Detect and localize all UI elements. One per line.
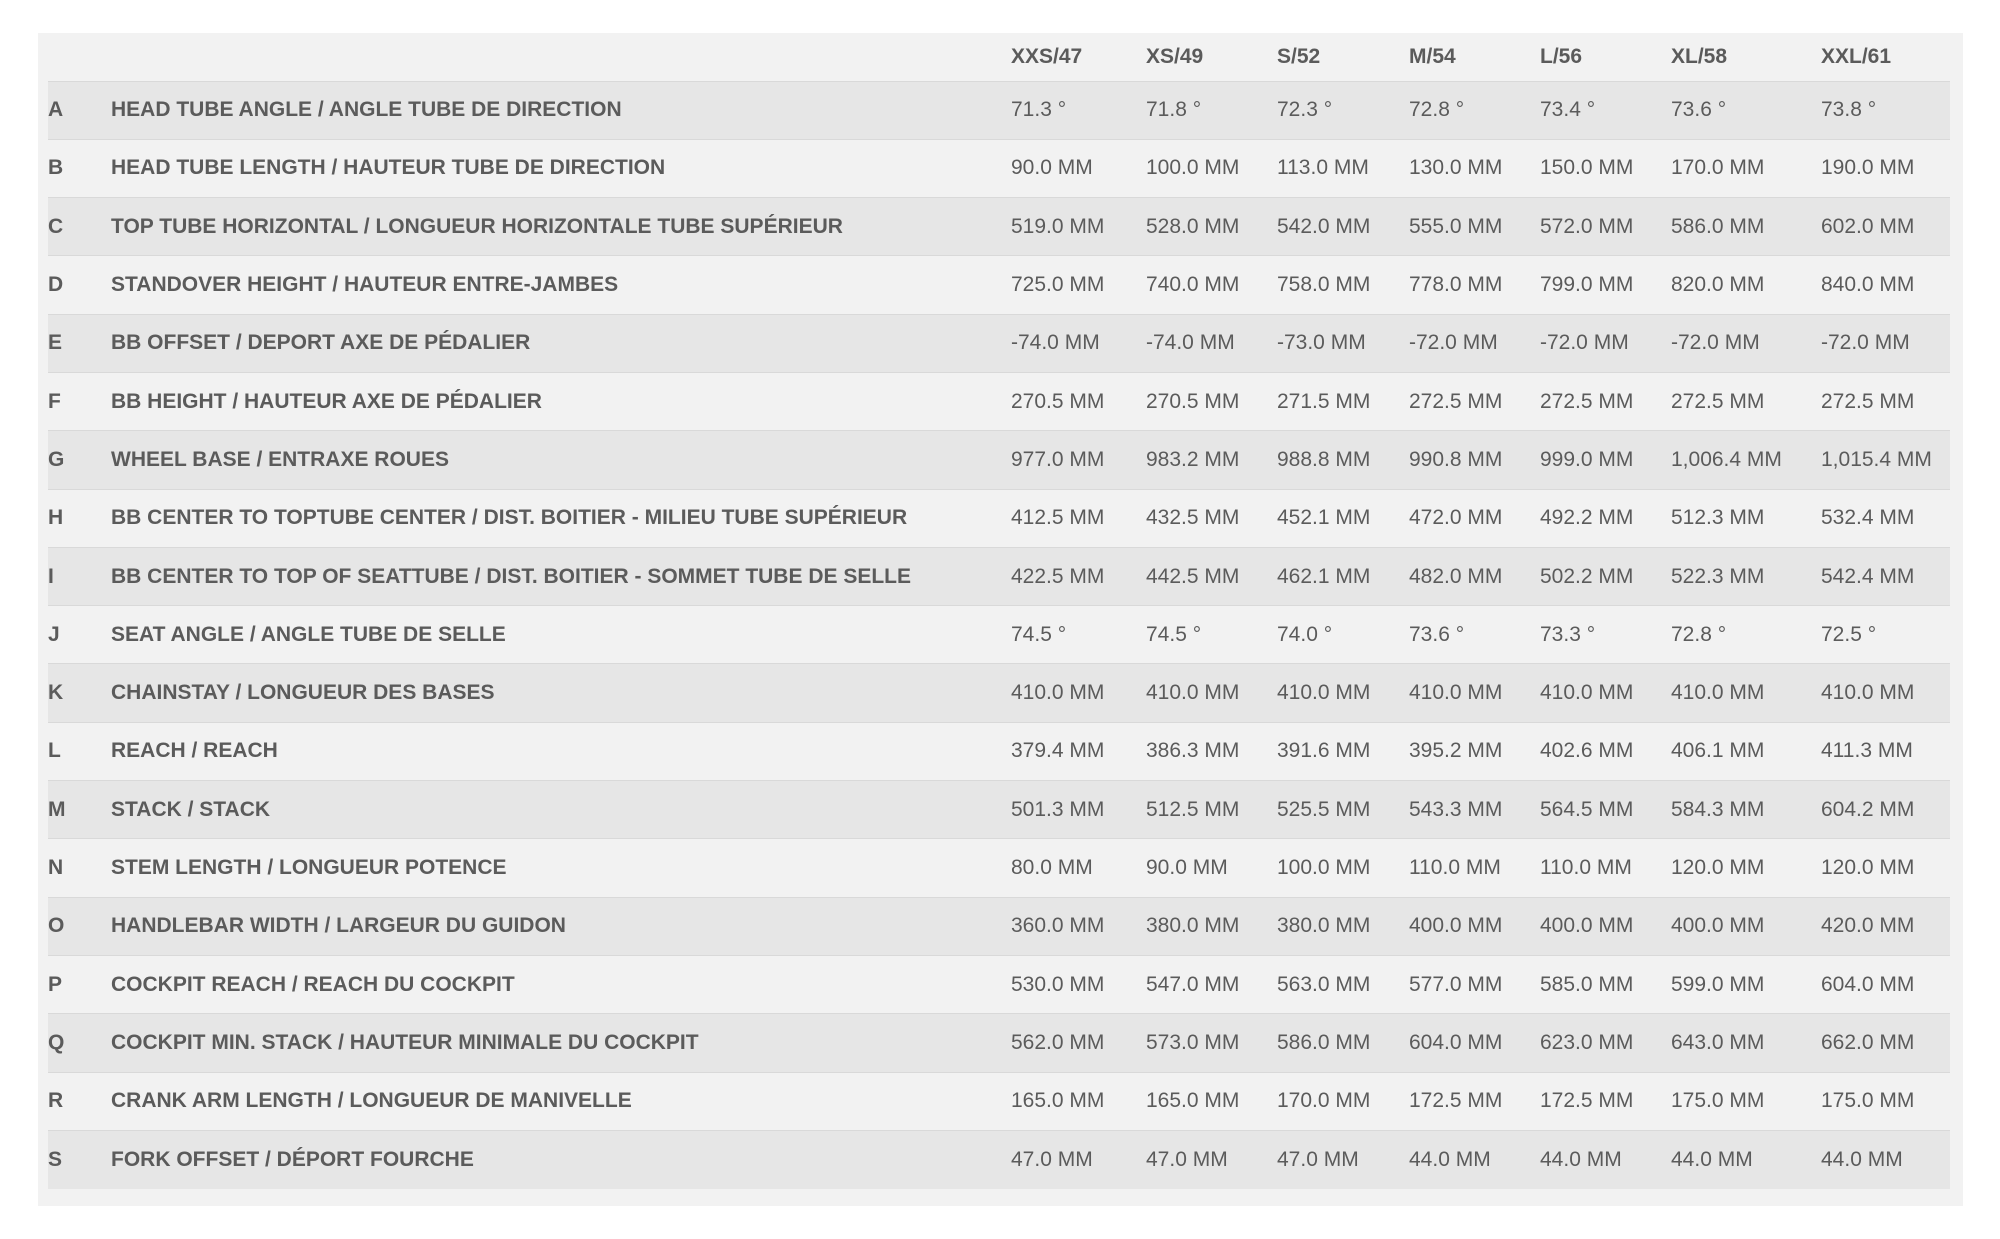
table-cell: 44.0 MM	[1540, 1130, 1671, 1188]
table-cell: 512.3 MM	[1671, 489, 1821, 547]
table-cell: 512.5 MM	[1146, 781, 1277, 839]
table-cell: 400.0 MM	[1671, 897, 1821, 955]
row-label: FORK OFFSET / DÉPORT FOURCHE	[111, 1130, 1011, 1188]
table-cell: 547.0 MM	[1146, 955, 1277, 1013]
table-cell: 532.4 MM	[1821, 489, 1950, 547]
row-letter: E	[48, 314, 111, 372]
table-row	[48, 955, 1950, 1013]
table-cell: -72.0 MM	[1540, 314, 1671, 372]
row-letter: J	[48, 606, 111, 664]
table-cell: 72.5 °	[1821, 606, 1950, 664]
table-cell: 47.0 MM	[1277, 1130, 1409, 1188]
table-cell: 586.0 MM	[1671, 198, 1821, 256]
table-cell: 44.0 MM	[1821, 1130, 1950, 1188]
table-cell: 270.5 MM	[1011, 372, 1146, 430]
table-cell: 380.0 MM	[1277, 897, 1409, 955]
table-cell: 47.0 MM	[1011, 1130, 1146, 1188]
table-cell: 522.3 MM	[1671, 547, 1821, 605]
column-header: L/56	[1540, 44, 1583, 68]
row-label: COCKPIT REACH / REACH DU COCKPIT	[111, 955, 1011, 1013]
table-cell: 73.6 °	[1409, 606, 1540, 664]
table-cell: 999.0 MM	[1540, 431, 1671, 489]
table-cell: 73.3 °	[1540, 606, 1671, 664]
table-cell: 420.0 MM	[1821, 897, 1950, 955]
table-cell: 410.0 MM	[1409, 664, 1540, 722]
table-cell: 604.2 MM	[1821, 781, 1950, 839]
row-label: CHAINSTAY / LONGUEUR DES BASES	[111, 664, 1011, 722]
table-cell: 272.5 MM	[1540, 372, 1671, 430]
table-cell: 778.0 MM	[1409, 256, 1540, 314]
row-letter: B	[48, 139, 111, 197]
table-cell: 543.3 MM	[1409, 781, 1540, 839]
table-cell: 542.0 MM	[1277, 198, 1409, 256]
table-row	[48, 1072, 1950, 1130]
table-cell: 586.0 MM	[1277, 1014, 1409, 1072]
table-cell: -74.0 MM	[1011, 314, 1146, 372]
table-cell: 555.0 MM	[1409, 198, 1540, 256]
header-row	[48, 33, 1950, 81]
table-cell: 1,006.4 MM	[1671, 431, 1821, 489]
row-label: STANDOVER HEIGHT / HAUTEUR ENTRE-JAMBES	[111, 256, 1011, 314]
table-cell: 72.8 °	[1409, 81, 1540, 139]
table-cell: 411.3 MM	[1821, 722, 1950, 780]
row-letter: P	[48, 955, 111, 1013]
table-cell: 462.1 MM	[1277, 547, 1409, 605]
row-label: TOP TUBE HORIZONTAL / LONGUEUR HORIZONTALE TUBE SUPÉRIEUR	[111, 198, 1011, 256]
table-cell: 725.0 MM	[1011, 256, 1146, 314]
table-cell: 150.0 MM	[1540, 139, 1671, 197]
table-cell: 623.0 MM	[1540, 1014, 1671, 1072]
table-cell: 272.5 MM	[1671, 372, 1821, 430]
table-row	[48, 1014, 1950, 1072]
row-letter: L	[48, 722, 111, 780]
table-cell: 562.0 MM	[1011, 1014, 1146, 1072]
column-header: XL/58	[1671, 44, 1728, 68]
column-header: XXL/61	[1821, 44, 1892, 68]
table-cell: 410.0 MM	[1821, 664, 1950, 722]
table-row	[48, 139, 1950, 197]
table-cell: 379.4 MM	[1011, 722, 1146, 780]
row-letter: R	[48, 1072, 111, 1130]
table-cell: 44.0 MM	[1671, 1130, 1821, 1188]
table-cell: 472.0 MM	[1409, 489, 1540, 547]
table-cell: 530.0 MM	[1011, 955, 1146, 1013]
row-letter: I	[48, 547, 111, 605]
table-cell: 386.3 MM	[1146, 722, 1277, 780]
table-cell: 602.0 MM	[1821, 198, 1950, 256]
row-label: COCKPIT MIN. STACK / HAUTEUR MINIMALE DU COCKPIT	[111, 1014, 1011, 1072]
table-cell: -72.0 MM	[1409, 314, 1540, 372]
row-label: STEM LENGTH / LONGUEUR POTENCE	[111, 839, 1011, 897]
table-cell: 599.0 MM	[1671, 955, 1821, 1013]
table-cell: 482.0 MM	[1409, 547, 1540, 605]
table-cell: 577.0 MM	[1409, 955, 1540, 1013]
table-cell: 604.0 MM	[1821, 955, 1950, 1013]
table-cell: 71.8 °	[1146, 81, 1277, 139]
row-label: BB HEIGHT / HAUTEUR AXE DE PÉDALIER	[111, 372, 1011, 430]
column-header: S/52	[1277, 44, 1321, 68]
table-cell: 113.0 MM	[1277, 139, 1409, 197]
header-label	[111, 33, 1011, 81]
row-label: REACH / REACH	[111, 722, 1011, 780]
table-row	[48, 547, 1950, 605]
table-cell: 400.0 MM	[1540, 897, 1671, 955]
table-cell: 272.5 MM	[1821, 372, 1950, 430]
table-cell: 410.0 MM	[1146, 664, 1277, 722]
table-cell: 73.4 °	[1540, 81, 1671, 139]
table-cell: 71.3 °	[1011, 81, 1146, 139]
table-cell: 74.5 °	[1146, 606, 1277, 664]
table-cell: 170.0 MM	[1277, 1072, 1409, 1130]
row-letter: H	[48, 489, 111, 547]
table-cell: 406.1 MM	[1671, 722, 1821, 780]
row-label: HEAD TUBE LENGTH / HAUTEUR TUBE DE DIRECTION	[111, 139, 1011, 197]
table-cell: 758.0 MM	[1277, 256, 1409, 314]
row-label: BB CENTER TO TOP OF SEATTUBE / DIST. BOITIER - SOMMET TUBE DE SELLE	[111, 547, 1011, 605]
table-row	[48, 314, 1950, 372]
table-cell: 175.0 MM	[1821, 1072, 1950, 1130]
table-cell: 74.5 °	[1011, 606, 1146, 664]
geometry-table	[48, 33, 1950, 1189]
table-row	[48, 198, 1950, 256]
table-cell: 47.0 MM	[1146, 1130, 1277, 1188]
table-cell: 492.2 MM	[1540, 489, 1671, 547]
table-cell: 100.0 MM	[1146, 139, 1277, 197]
header-letter	[48, 33, 111, 81]
row-label: HEAD TUBE ANGLE / ANGLE TUBE DE DIRECTION	[111, 81, 1011, 139]
table-cell: 44.0 MM	[1409, 1130, 1540, 1188]
row-letter: S	[48, 1130, 111, 1188]
table-cell: 395.2 MM	[1409, 722, 1540, 780]
table-cell: 271.5 MM	[1277, 372, 1409, 430]
table-cell: 572.0 MM	[1540, 198, 1671, 256]
table-cell: 584.3 MM	[1671, 781, 1821, 839]
column-header: XXS/47	[1011, 44, 1083, 68]
table-cell: 165.0 MM	[1011, 1072, 1146, 1130]
row-letter: N	[48, 839, 111, 897]
table-cell: -74.0 MM	[1146, 314, 1277, 372]
table-cell: 573.0 MM	[1146, 1014, 1277, 1072]
table-cell: 977.0 MM	[1011, 431, 1146, 489]
row-letter: D	[48, 256, 111, 314]
row-letter: G	[48, 431, 111, 489]
table-cell: 410.0 MM	[1277, 664, 1409, 722]
column-header: M/54	[1409, 44, 1456, 68]
row-label: STACK / STACK	[111, 781, 1011, 839]
table-cell: 190.0 MM	[1821, 139, 1950, 197]
table-cell: 563.0 MM	[1277, 955, 1409, 1013]
row-letter: Q	[48, 1014, 111, 1072]
row-label: CRANK ARM LENGTH / LONGUEUR DE MANIVELLE	[111, 1072, 1011, 1130]
table-row	[48, 897, 1950, 955]
table-row	[48, 1130, 1950, 1188]
table-cell: 72.8 °	[1671, 606, 1821, 664]
table-cell: 988.8 MM	[1277, 431, 1409, 489]
table-cell: 74.0 °	[1277, 606, 1409, 664]
row-label: SEAT ANGLE / ANGLE TUBE DE SELLE	[111, 606, 1011, 664]
table-row	[48, 781, 1950, 839]
table-cell: 172.5 MM	[1540, 1072, 1671, 1130]
table-cell: 442.5 MM	[1146, 547, 1277, 605]
table-row	[48, 839, 1950, 897]
row-label: BB CENTER TO TOPTUBE CENTER / DIST. BOITIER - MILIEU TUBE SUPÉRIEUR	[111, 489, 1011, 547]
column-header: XS/49	[1146, 44, 1204, 68]
row-label: WHEEL BASE / ENTRAXE ROUES	[111, 431, 1011, 489]
table-cell: 643.0 MM	[1671, 1014, 1821, 1072]
table-cell: 990.8 MM	[1409, 431, 1540, 489]
table-cell: 73.8 °	[1821, 81, 1950, 139]
table-cell: 170.0 MM	[1671, 139, 1821, 197]
table-cell: 983.2 MM	[1146, 431, 1277, 489]
table-cell: 120.0 MM	[1671, 839, 1821, 897]
table-cell: 820.0 MM	[1671, 256, 1821, 314]
table-row	[48, 606, 1950, 664]
table-cell: 542.4 MM	[1821, 547, 1950, 605]
table-row	[48, 81, 1950, 139]
table-cell: 422.5 MM	[1011, 547, 1146, 605]
table-cell: 175.0 MM	[1671, 1072, 1821, 1130]
table-cell: 501.3 MM	[1011, 781, 1146, 839]
table-cell: 400.0 MM	[1409, 897, 1540, 955]
table-cell: 80.0 MM	[1011, 839, 1146, 897]
table-row	[48, 256, 1950, 314]
table-cell: 519.0 MM	[1011, 198, 1146, 256]
table-cell: 525.5 MM	[1277, 781, 1409, 839]
table-cell: 410.0 MM	[1671, 664, 1821, 722]
row-letter: C	[48, 198, 111, 256]
table-cell: 72.3 °	[1277, 81, 1409, 139]
table-cell: 110.0 MM	[1540, 839, 1671, 897]
table-cell: 272.5 MM	[1409, 372, 1540, 430]
table-cell: 120.0 MM	[1821, 839, 1950, 897]
table-cell: 410.0 MM	[1540, 664, 1671, 722]
table-cell: 452.1 MM	[1277, 489, 1409, 547]
table-cell: 391.6 MM	[1277, 722, 1409, 780]
table-cell: 410.0 MM	[1011, 664, 1146, 722]
table-body	[48, 81, 1950, 1189]
table-cell: 100.0 MM	[1277, 839, 1409, 897]
table-cell: 90.0 MM	[1011, 139, 1146, 197]
table-cell: -72.0 MM	[1821, 314, 1950, 372]
table-row	[48, 489, 1950, 547]
table-row	[48, 664, 1950, 722]
table-cell: 172.5 MM	[1409, 1072, 1540, 1130]
table-cell: 380.0 MM	[1146, 897, 1277, 955]
row-letter: A	[48, 81, 111, 139]
table-cell: 604.0 MM	[1409, 1014, 1540, 1072]
table-cell: 528.0 MM	[1146, 198, 1277, 256]
table-cell: 360.0 MM	[1011, 897, 1146, 955]
table-cell: 412.5 MM	[1011, 489, 1146, 547]
row-letter: K	[48, 664, 111, 722]
table-cell: 564.5 MM	[1540, 781, 1671, 839]
row-label: HANDLEBAR WIDTH / LARGEUR DU GUIDON	[111, 897, 1011, 955]
table-cell: -73.0 MM	[1277, 314, 1409, 372]
table-cell: -72.0 MM	[1671, 314, 1821, 372]
table-cell: 165.0 MM	[1146, 1072, 1277, 1130]
table-cell: 90.0 MM	[1146, 839, 1277, 897]
table-cell: 402.6 MM	[1540, 722, 1671, 780]
table-cell: 502.2 MM	[1540, 547, 1671, 605]
table-cell: 73.6 °	[1671, 81, 1821, 139]
row-letter: M	[48, 781, 111, 839]
table-cell: 110.0 MM	[1409, 839, 1540, 897]
table-cell: 662.0 MM	[1821, 1014, 1950, 1072]
table-row	[48, 372, 1950, 430]
table-cell: 432.5 MM	[1146, 489, 1277, 547]
table-row	[48, 431, 1950, 489]
geometry-table-container	[38, 33, 1963, 1206]
table-cell: 799.0 MM	[1540, 256, 1671, 314]
table-cell: 840.0 MM	[1821, 256, 1950, 314]
table-cell: 270.5 MM	[1146, 372, 1277, 430]
table-cell: 130.0 MM	[1409, 139, 1540, 197]
table-row	[48, 722, 1950, 780]
row-letter: O	[48, 897, 111, 955]
table-cell: 1,015.4 MM	[1821, 431, 1950, 489]
row-letter: F	[48, 372, 111, 430]
row-label: BB OFFSET / DEPORT AXE DE PÉDALIER	[111, 314, 1011, 372]
table-cell: 740.0 MM	[1146, 256, 1277, 314]
table-cell: 585.0 MM	[1540, 955, 1671, 1013]
